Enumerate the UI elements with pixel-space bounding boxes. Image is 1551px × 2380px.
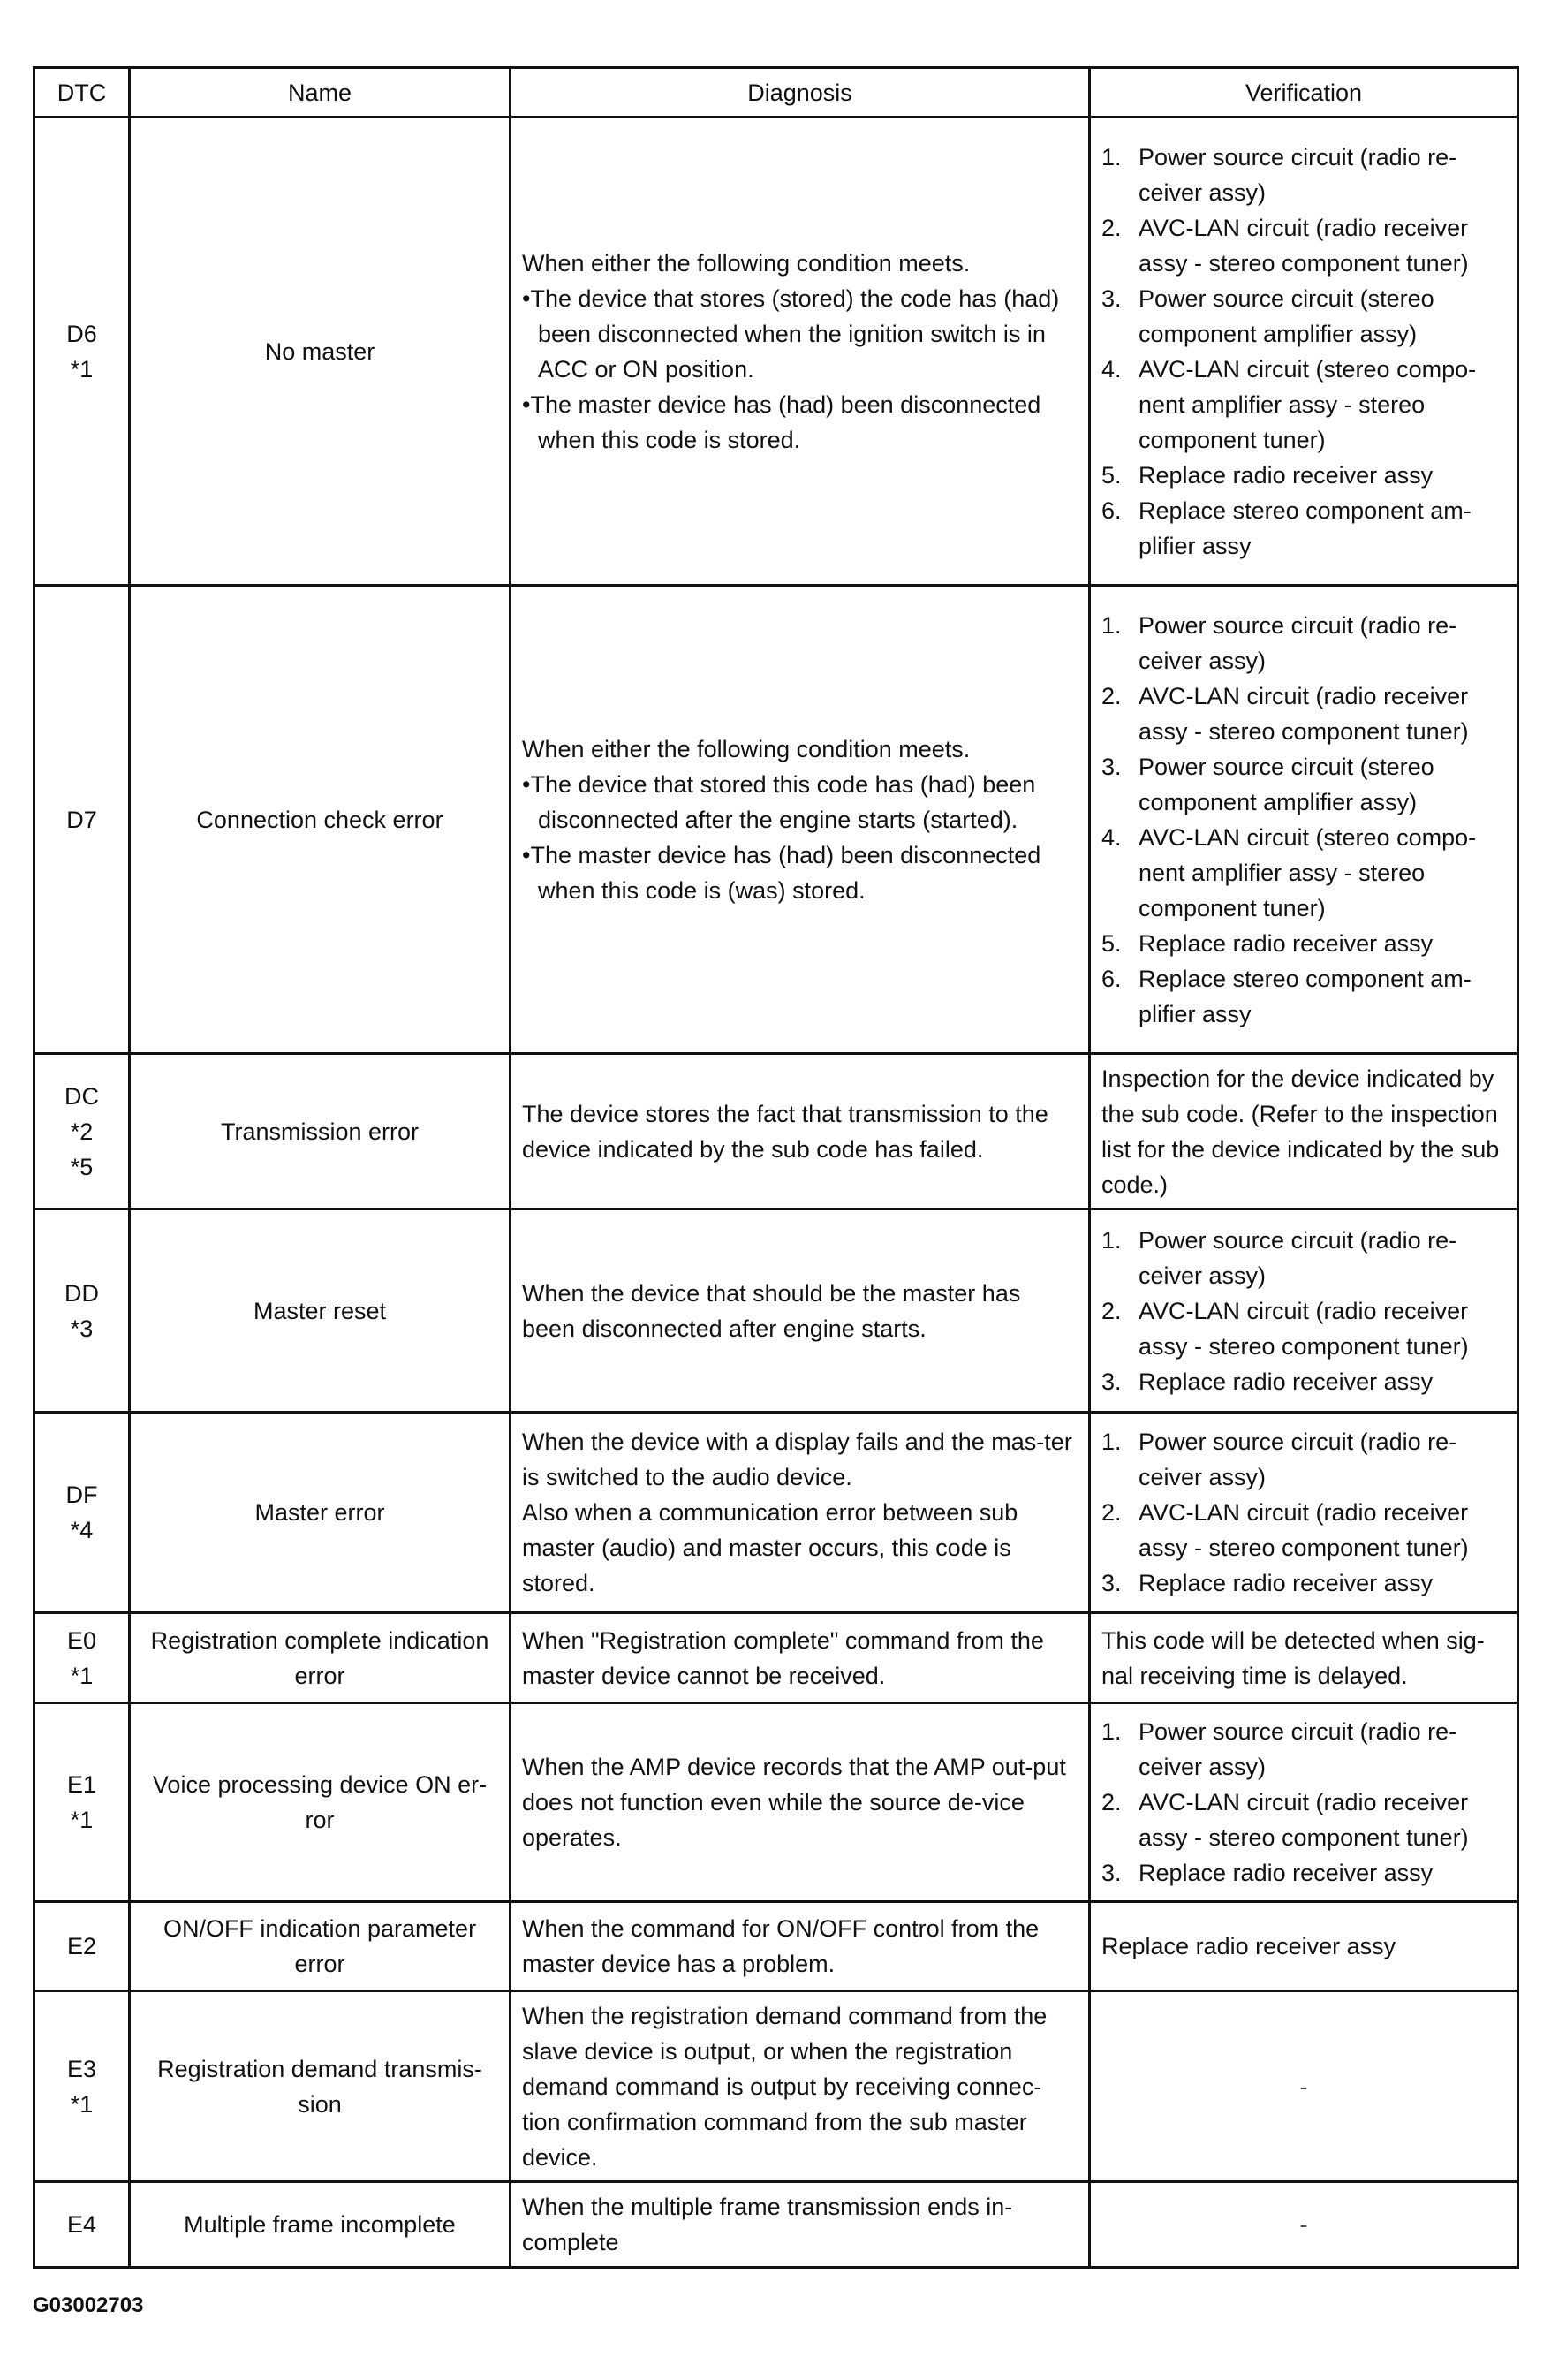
verification-item	[1101, 281, 1506, 352]
verification-cell	[1090, 586, 1518, 1054]
verification-item	[1101, 458, 1506, 493]
verification-text: Power source circuit (radio re-ceiver assy)	[1139, 143, 1457, 206]
verification-text: Inspection for the device indicated by the sub code. (Refer to the inspection list for the device indicated by the sub code.)	[1101, 1065, 1500, 1198]
verification-cell	[1090, 1613, 1518, 1703]
diagnosis-cell	[511, 117, 1090, 586]
dtc-name-cell: Registration complete indication error	[130, 1613, 511, 1703]
table-row	[34, 1902, 1518, 1991]
dtc-code-cell	[34, 117, 130, 586]
table-row	[34, 2182, 1518, 2268]
verification-num: 6.	[1101, 965, 1122, 992]
diagnosis-bullet-text: The device that stored this code has (had) been disconnected after the engine starts (started).	[530, 770, 1036, 833]
dtc-code-cell	[34, 586, 130, 1054]
verification-list	[1101, 1223, 1506, 1399]
dtc-code-line: E0	[66, 1626, 97, 1654]
table-row	[34, 586, 1518, 1054]
verification-item	[1101, 1424, 1506, 1495]
verification-item	[1101, 352, 1506, 458]
verification-text: Power source circuit (radio re-ceiver assy)	[1139, 1226, 1457, 1289]
verification-cell	[1090, 1902, 1518, 1991]
verification-item	[1101, 926, 1506, 961]
verification-num: 2.	[1101, 1499, 1122, 1526]
verification-num: 3.	[1101, 284, 1122, 312]
verification-num: 6.	[1101, 496, 1122, 524]
verification-num: 1.	[1101, 1429, 1122, 1455]
dtc-code-line: *3	[70, 1315, 94, 1342]
diagnosis-cell	[511, 1902, 1090, 1991]
verification-num: 3.	[1101, 753, 1122, 780]
verification-item	[1101, 1714, 1506, 1785]
verification-item	[1101, 1565, 1506, 1601]
diagnosis-text: When the command for ON/OFF control from the master device has a problem.	[522, 1915, 1040, 1977]
dtc-code-line: *4	[70, 1517, 94, 1543]
verification-num: 3.	[1101, 1570, 1122, 1596]
dtc-code-line: DC	[64, 1082, 99, 1110]
verification-text: Power source circuit (radio re-ceiver assy)	[1139, 1718, 1457, 1780]
verification-cell	[1090, 1703, 1518, 1902]
verification-text: AVC-LAN circuit (stereo compo-nent amplifier assy - stereo component tuner)	[1139, 355, 1477, 453]
verification-item	[1101, 1785, 1506, 1855]
diagnosis-text: When either the following condition meets.	[522, 249, 971, 277]
dtc-name-cell: ON/OFF indication parameter error	[130, 1902, 511, 1991]
verification-text: Replace radio receiver assy	[1101, 1933, 1396, 1959]
dtc-table	[33, 66, 1519, 2269]
bullet-icon: •	[522, 841, 531, 868]
diagnosis-text: When either the following condition meets.	[522, 735, 971, 762]
verification-cell	[1090, 1209, 1518, 1413]
diagnosis-text: The device stores the fact that transmission to the device indicated by the sub code has failed.	[522, 1100, 1048, 1163]
verification-num: 5.	[1101, 929, 1122, 957]
dtc-name-cell: Master error	[130, 1413, 511, 1613]
verification-text: Power source circuit (radio re-ceiver assy)	[1139, 1429, 1457, 1490]
diagnosis-text: When the device that should be the master has been disconnected after engine starts.	[522, 1279, 1021, 1342]
verification-text: Replace radio receiver assy	[1139, 1570, 1434, 1596]
diagnosis-cell	[511, 1054, 1090, 1209]
table-row	[34, 1613, 1518, 1703]
verification-num: 4.	[1101, 355, 1122, 383]
verification-num: 4.	[1101, 823, 1122, 851]
verification-item	[1101, 1855, 1506, 1891]
diagnosis-bullet-text: The master device has (had) been disconnected when this code is stored.	[530, 390, 1041, 453]
verification-text: Power source circuit (radio re-ceiver assy)	[1139, 611, 1457, 674]
dtc-code-cell	[34, 1209, 130, 1413]
diagnosis-cell	[511, 1413, 1090, 1613]
header-name: Name	[130, 68, 511, 117]
table-row	[34, 1991, 1518, 2182]
verification-item	[1101, 140, 1506, 210]
dtc-name-cell: Master reset	[130, 1209, 511, 1413]
bullet-icon: •	[522, 770, 531, 798]
dtc-name-cell: Registration demand transmis-sion	[130, 1991, 511, 2182]
diagnosis-text: When the device with a display fails and the mas-ter is switched to the audio device.	[522, 1429, 1072, 1490]
diagnosis-cell	[511, 586, 1090, 1054]
verification-num: 5.	[1101, 461, 1122, 489]
dtc-code-cell	[34, 2182, 130, 2268]
verification-item	[1101, 961, 1506, 1032]
verification-num: 1.	[1101, 1226, 1122, 1254]
verification-text: AVC-LAN circuit (radio receiver assy - stereo component tuner)	[1139, 1297, 1469, 1360]
diagnosis-bullet-item	[522, 387, 1078, 458]
table-row	[34, 117, 1518, 586]
diagnosis-text: When the registration demand command from the slave device is output, or when the registration demand command is output by receiving connec-tion confirmation command from the sub master device.	[522, 2002, 1048, 2171]
verification-item	[1101, 678, 1506, 749]
verification-list	[1101, 1424, 1506, 1601]
header-dtc: DTC	[34, 68, 130, 117]
verification-text: Replace radio receiver assy	[1139, 929, 1434, 957]
verification-num: 2.	[1101, 682, 1122, 709]
dtc-code-line: *1	[70, 1807, 94, 1833]
verification-num: 1.	[1101, 143, 1122, 171]
dtc-code-line: E4	[66, 2211, 97, 2238]
diagnosis-text: When the multiple frame transmission ends in-complete	[522, 2194, 1013, 2255]
verification-text: AVC-LAN circuit (radio receiver assy - stereo component tuner)	[1139, 682, 1469, 745]
diagnosis-text: When the AMP device records that the AMP out-put does not function even while the source de-vice operates.	[522, 1754, 1066, 1851]
dtc-name-cell: Connection check error	[130, 586, 511, 1054]
verification-text: -	[1299, 2211, 1308, 2238]
table-row	[34, 1413, 1518, 1613]
dtc-code-cell	[34, 1703, 130, 1902]
figure-id: G03002703	[33, 2293, 144, 2317]
verification-item	[1101, 493, 1506, 564]
bullet-icon: •	[522, 284, 531, 312]
dtc-code-line: E3	[66, 2055, 97, 2082]
diagnosis-cell	[511, 1991, 1090, 2182]
dtc-code-line: *1	[70, 2090, 94, 2118]
verification-text: Power source circuit (stereo component amplifier assy)	[1139, 753, 1434, 815]
verification-item	[1101, 820, 1506, 926]
verification-item	[1101, 749, 1506, 820]
verification-text: Power source circuit (stereo component amplifier assy)	[1139, 284, 1434, 347]
diagnosis-bullet-item	[522, 838, 1078, 908]
verification-item	[1101, 608, 1506, 678]
dtc-code-cell	[34, 1054, 130, 1209]
diagnosis-bullet-text: The master device has (had) been disconnected when this code is (was) stored.	[530, 841, 1041, 904]
verification-item	[1101, 1495, 1506, 1565]
diagnosis-cell	[511, 1209, 1090, 1413]
dtc-code-cell	[34, 1991, 130, 2182]
verification-list	[1101, 140, 1506, 564]
diagnosis-cell	[511, 2182, 1090, 2268]
verification-num: 3.	[1101, 1860, 1122, 1886]
bullet-icon: •	[522, 390, 531, 418]
verification-text: Replace radio receiver assy	[1139, 461, 1434, 489]
table-row	[34, 1209, 1518, 1413]
verification-num: 2.	[1101, 1789, 1122, 1815]
verification-text: AVC-LAN circuit (radio receiver assy - stereo component tuner)	[1139, 1789, 1469, 1851]
dtc-code-line: *2	[70, 1118, 94, 1145]
dtc-name-cell: Transmission error	[130, 1054, 511, 1209]
diagnosis-bullet-item	[522, 281, 1078, 387]
dtc-code-line: E2	[66, 1933, 97, 1959]
verification-item	[1101, 1364, 1506, 1399]
diagnosis-cell	[511, 1703, 1090, 1902]
dtc-code-line: *1	[70, 1662, 94, 1689]
verification-list	[1101, 1714, 1506, 1891]
verification-num: 2.	[1101, 1297, 1122, 1324]
verification-cell	[1090, 1054, 1518, 1209]
dtc-code-line: E1	[66, 1771, 97, 1798]
verification-item	[1101, 1293, 1506, 1364]
dtc-code-cell	[34, 1413, 130, 1613]
diagnosis-bullet-text: The device that stores (stored) the code has (had) been disconnected when the ignition switch is in ACC or ON position.	[530, 284, 1060, 383]
dtc-code-cell	[34, 1902, 130, 1991]
verification-text: Replace radio receiver assy	[1139, 1368, 1434, 1395]
dtc-code-line: D7	[66, 806, 97, 833]
diagnosis-bullet-item	[522, 767, 1078, 838]
verification-num: 3.	[1101, 1368, 1122, 1395]
table-row	[34, 1054, 1518, 1209]
header-diagnosis: Diagnosis	[511, 68, 1090, 117]
diagnosis-text: Also when a communication error between sub master (audio) and master occurs, this code is stored.	[522, 1499, 1018, 1596]
header-verification: Verification	[1090, 68, 1518, 117]
verification-text: AVC-LAN circuit (radio receiver assy - stereo component tuner)	[1139, 1499, 1469, 1561]
verification-text: Replace stereo component am-plifier assy	[1139, 496, 1472, 559]
dtc-code-line: *1	[70, 355, 94, 383]
verification-cell	[1090, 1991, 1518, 2182]
verification-item	[1101, 1223, 1506, 1293]
dtc-code-line: *5	[70, 1153, 94, 1180]
dtc-name-cell: Multiple frame incomplete	[130, 2182, 511, 2268]
verification-text: Replace radio receiver assy	[1139, 1860, 1434, 1886]
diagnosis-cell	[511, 1613, 1090, 1703]
dtc-code-cell	[34, 1613, 130, 1703]
dtc-name-cell: Voice processing device ON er-ror	[130, 1703, 511, 1902]
verification-item	[1101, 210, 1506, 281]
header-row	[34, 68, 1518, 117]
verification-list	[1101, 608, 1506, 1032]
verification-cell	[1090, 117, 1518, 586]
table-row	[34, 1703, 1518, 1902]
diagnosis-text: When "Registration complete" command from the master device cannot be received.	[522, 1626, 1044, 1689]
verification-text: -	[1299, 2073, 1308, 2100]
verification-text: Replace stereo component am-plifier assy	[1139, 965, 1472, 1027]
verification-text: AVC-LAN circuit (stereo compo-nent amplifier assy - stereo component tuner)	[1139, 823, 1477, 921]
dtc-code-line: DF	[65, 1482, 98, 1508]
verification-cell	[1090, 1413, 1518, 1613]
verification-cell	[1090, 2182, 1518, 2268]
verification-num: 2.	[1101, 214, 1122, 241]
dtc-code-line: DD	[64, 1279, 99, 1307]
verification-num: 1.	[1101, 1718, 1122, 1745]
dtc-name-cell: No master	[130, 117, 511, 586]
dtc-code-line: D6	[66, 320, 97, 347]
verification-text: AVC-LAN circuit (radio receiver assy - stereo component tuner)	[1139, 214, 1469, 277]
verification-num: 1.	[1101, 611, 1122, 639]
verification-text: This code will be detected when sig-nal receiving time is delayed.	[1101, 1626, 1485, 1689]
